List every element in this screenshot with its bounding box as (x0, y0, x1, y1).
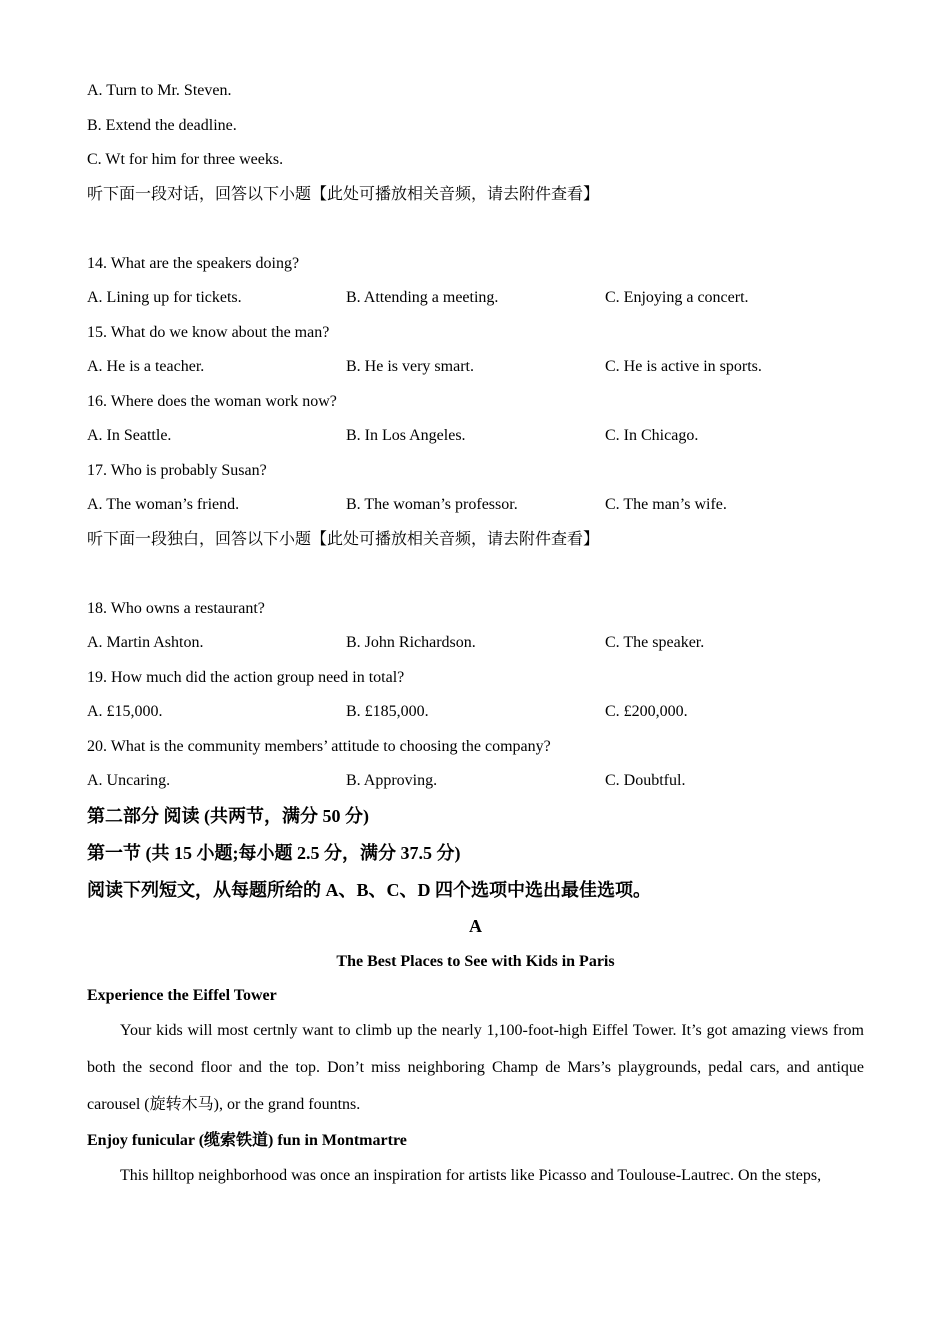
passage-title: The Best Places to See with Kids in Paris (336, 953, 615, 970)
question-stem: 16. Where does the woman work now? (87, 393, 337, 410)
question-stem: 20. What is the community members’ attitude to choosing the company? (87, 738, 551, 755)
option-a: A. Martin Ashton. (87, 634, 204, 651)
option-b: B. He is very smart. (346, 358, 474, 375)
reading-instructions: 阅读下列短文，从每题所给的 A、B、C、D 四个选项中选出最佳选项。 (87, 880, 651, 900)
option-b: B. Attending a meeting. (346, 289, 499, 306)
option-c: C. Enjoying a concert. (605, 289, 749, 306)
question-options (87, 771, 864, 791)
option-c: C. £200,000. (605, 703, 688, 720)
passage-letter: A (469, 916, 482, 936)
option-b: B. Approving. (346, 772, 438, 789)
option-a: A. The woman’s friend. (87, 496, 240, 513)
passage-paragraph: This hilltop neighborhood was once an inspiration for artists like Picasso and Toulouse-Lautrec. On the steps, (120, 1167, 822, 1184)
q13-option-a: A. Turn to Mr. Steven. (87, 82, 232, 99)
q13-option-b: B. Extend the deadline. (87, 117, 237, 134)
question-options (87, 357, 864, 377)
question-stem: 18. Who owns a restaurant? (87, 600, 265, 617)
section1-heading: 第一节 (共 15 小题;每小题 2.5 分，满分 37.5 分) (87, 843, 461, 863)
question-options (87, 288, 864, 308)
option-c: C. The speaker. (605, 634, 705, 651)
question-options (87, 633, 864, 653)
passage-paragraph: Your kids will most certnly want to climb up the nearly 1,100-foot-high Eiffel Tower. It’s got amazing views from both the second floor and the top. Don’t miss neighboring Champ de Mars’s playgrounds, pedal cars, and antique carousel (旋转木马), or the grand fountns. (87, 1022, 864, 1113)
question-stem: 19. How much did the action group need in total? (87, 669, 405, 686)
question-stem: 14. What are the speakers doing? (87, 255, 300, 272)
question-options (87, 495, 864, 515)
question-stem: 17. Who is probably Susan? (87, 462, 267, 479)
option-a: A. £15,000. (87, 703, 163, 720)
q13-option-c: C. Wt for him for three weeks. (87, 151, 284, 168)
option-a: A. In Seattle. (87, 427, 172, 444)
passage-subheading: Experience the Eiffel Tower (87, 987, 277, 1004)
option-a: A. He is a teacher. (87, 358, 205, 375)
option-a: A. Uncaring. (87, 772, 171, 789)
audio-note-monologue: 听下面一段独白，回答以下小题【此处可播放相关音频，请去附件查看】 (87, 531, 600, 548)
part2-heading: 第二部分 阅读 (共两节，满分 50 分) (87, 806, 369, 826)
passage-subheading: Enjoy funicular (缆索铁道) fun in Montmartre (87, 1132, 407, 1149)
question-options (87, 702, 864, 722)
option-c: C. In Chicago. (605, 427, 699, 444)
option-a: A. Lining up for tickets. (87, 289, 242, 306)
option-b: B. The woman’s professor. (346, 496, 518, 513)
question-stem: 15. What do we know about the man? (87, 324, 330, 341)
option-b: B. In Los Angeles. (346, 427, 466, 444)
audio-note-dialogue: 听下面一段对话，回答以下小题【此处可播放相关音频，请去附件查看】 (87, 186, 600, 203)
option-b: B. John Richardson. (346, 634, 476, 651)
option-c: C. He is active in sports. (605, 358, 762, 375)
option-c: C. Doubtful. (605, 772, 686, 789)
option-c: C. The man’s wife. (605, 496, 727, 513)
question-options (87, 426, 864, 446)
option-b: B. £185,000. (346, 703, 429, 720)
